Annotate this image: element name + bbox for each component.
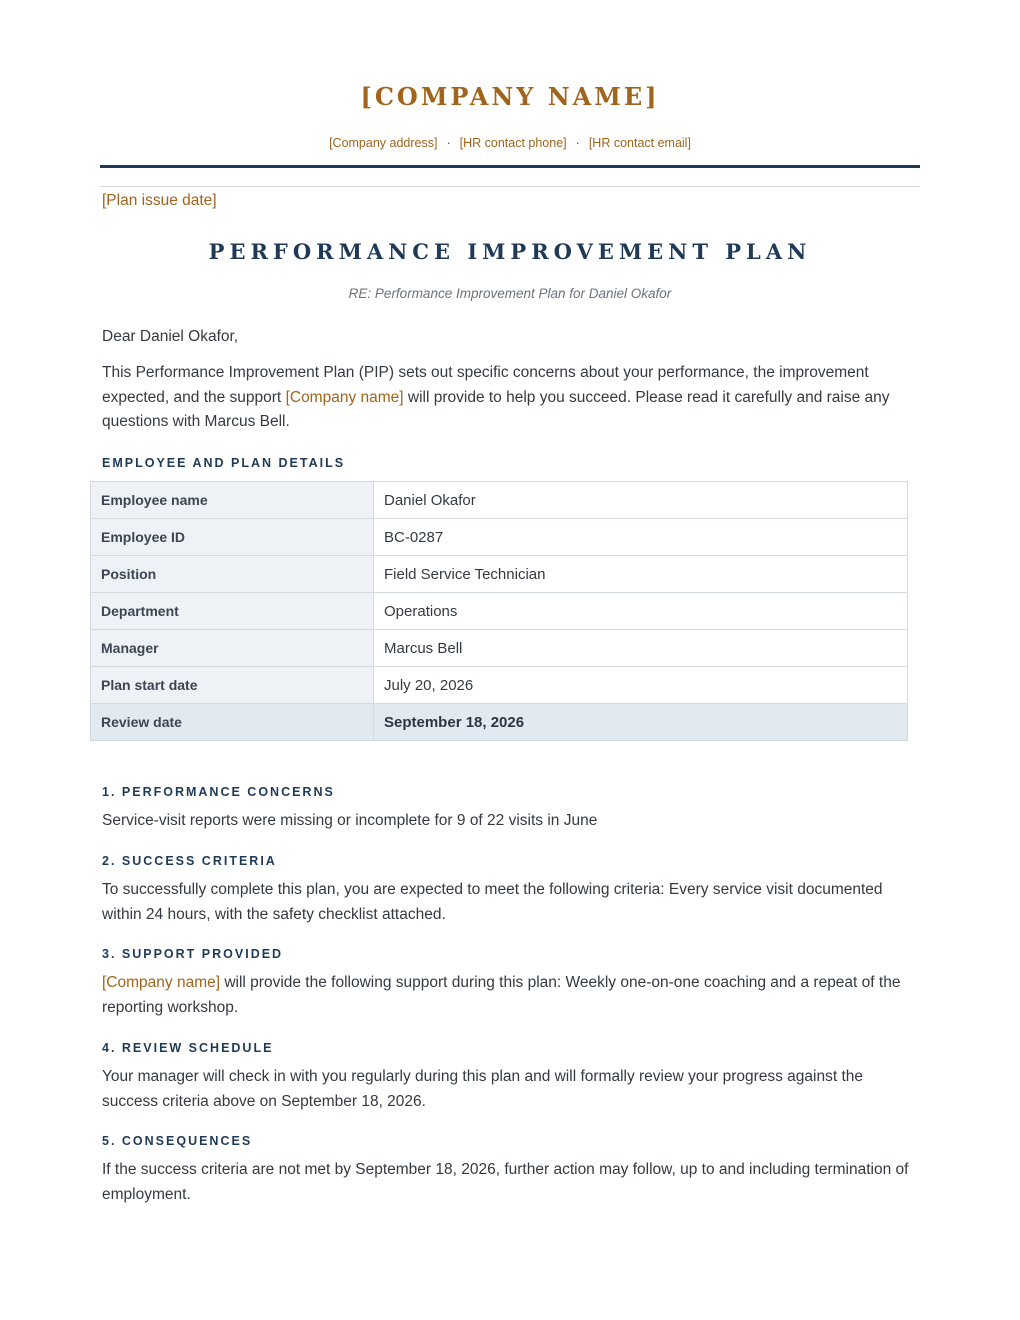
company-name-placeholder: [Company name] — [102, 974, 221, 991]
detail-label: Employee name — [91, 482, 374, 519]
details-heading: EMPLOYEE AND PLAN DETAILS — [102, 456, 346, 470]
table-row — [91, 519, 908, 556]
company-name-placeholder: [Company name] — [285, 388, 404, 406]
salutation: Dear Daniel Okafor, — [102, 328, 239, 345]
contact-separator: · — [446, 136, 451, 150]
table-row — [91, 482, 908, 519]
section-body-support — [102, 971, 922, 1020]
detail-label: Plan start date — [91, 667, 374, 704]
detail-value: Daniel Okafor — [374, 482, 908, 519]
detail-label: Review date — [91, 704, 374, 741]
section-heading-consequences: 5. CONSEQUENCES — [102, 1134, 253, 1148]
content-divider — [100, 186, 920, 187]
detail-value: BC-0287 — [374, 519, 908, 556]
company-address: [Company address] — [329, 136, 438, 150]
detail-value: Field Service Technician — [374, 556, 908, 593]
document-title: PERFORMANCE IMPROVEMENT PLAN — [208, 239, 812, 264]
detail-value: Marcus Bell — [374, 630, 908, 667]
intro-text-part1: This Performance Improvement Plan (PIP) sets out specific concerns about your performance, the improvement expected, and the support — [102, 364, 869, 406]
table-row — [91, 556, 908, 593]
detail-label: Position — [91, 556, 374, 593]
detail-value: Operations — [374, 593, 908, 630]
intro-text-part2: will provide to help you succeed. Please read it carefully and raise any questions with Marcus Bell. — [102, 388, 890, 430]
section-body-concerns: Service-visit reports were missing or incomplete for 9 of 22 visits in June — [102, 812, 598, 829]
letterhead-contact-line — [0, 136, 1020, 150]
detail-label: Manager — [91, 630, 374, 667]
table-row — [91, 630, 908, 667]
plan-issue-date: [Plan issue date] — [102, 192, 217, 209]
contact-separator: · — [575, 136, 580, 150]
re-line: RE: Performance Improvement Plan for Daniel Okafor — [348, 286, 672, 301]
detail-value: September 18, 2026 — [374, 704, 908, 741]
table-row — [91, 667, 908, 704]
detail-value: July 20, 2026 — [374, 667, 908, 704]
company-name-heading: [COMPANY NAME] — [360, 82, 660, 111]
intro-paragraph — [102, 361, 922, 435]
detail-label: Department — [91, 593, 374, 630]
hr-contact-email: [HR contact email] — [588, 136, 691, 150]
hr-contact-phone: [HR contact phone] — [459, 136, 567, 150]
section-body-review: Your manager will check in with you regularly during this plan and will formally review your progress against the success criteria above on September 18, 2026. — [102, 1068, 864, 1110]
employee-details-table — [90, 481, 908, 741]
letterhead-divider — [100, 165, 920, 168]
table-row — [91, 593, 908, 630]
section-heading-support: 3. SUPPORT PROVIDED — [102, 947, 284, 961]
table-row-review-date — [91, 704, 908, 741]
detail-label: Employee ID — [91, 519, 374, 556]
section-body-criteria: To successfully complete this plan, you are expected to meet the following criteria: Every service visit documented within 24 hours, with the safety checklist attached. — [102, 881, 883, 923]
section-body-consequences: If the success criteria are not met by September 18, 2026, further action may follow, up to and including termination of employment. — [102, 1161, 909, 1203]
support-text: will provide the following support during this plan: Weekly one-on-one coaching and a repeat of the reporting workshop. — [102, 974, 901, 1016]
section-heading-criteria: 2. SUCCESS CRITERIA — [102, 854, 277, 868]
section-heading-review: 4. REVIEW SCHEDULE — [102, 1041, 274, 1055]
section-heading-concerns: 1. PERFORMANCE CONCERNS — [102, 785, 335, 799]
